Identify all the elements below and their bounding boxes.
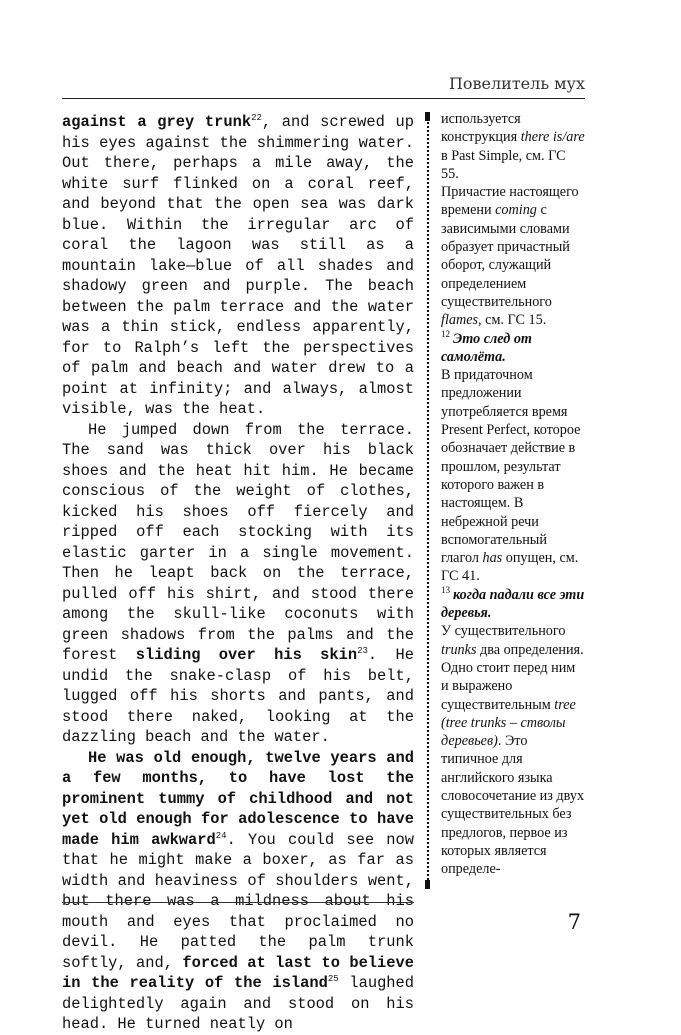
text-run: . He undid the snake-clasp of his belt, lugged off his shorts and pants, and stood there naked, looking at the dazzling beach and the water.: [62, 646, 414, 746]
text-run: используется конструкция: [441, 111, 521, 146]
text-run: Причастие настоящего времени: [441, 184, 579, 219]
side-note-heading: [441, 330, 586, 367]
side-note-heading: [441, 586, 586, 623]
text-run: laughed delightedly again and stood on his head. He turned neatly on: [62, 974, 415, 1033]
text-run: в Past Simple, см. ГС 55.: [441, 147, 566, 182]
running-header-title: Повелитель мух: [448, 74, 585, 93]
text-run: У существительного: [441, 623, 566, 640]
side-notes-column: [441, 110, 586, 878]
paragraph: [62, 748, 414, 1035]
side-note: [441, 110, 586, 183]
note-heading: Это след от самолёта.: [441, 330, 532, 365]
footnote-ref: 22: [251, 112, 262, 123]
note-number: 12: [441, 328, 450, 339]
note-heading: когда падали все эти деревья.: [441, 586, 585, 622]
column-separator: [427, 114, 429, 888]
header-rule: [62, 98, 585, 99]
text-run: . Это типичное для английского языка словосочетание из двух существительных без предлогов, первое из которых является определе-: [441, 733, 585, 878]
bottom-rule: [62, 902, 414, 903]
text-run: , and screwed up his eyes against the shimmering water. Out there, perhaps a mile away, the white surf flinked on a coral reef, and beyond that the open sea was dark blue. Within the irregular arc of coral the lagoon was still as a mountain lake—blue of all shades and shadowy green and purple. The beach between the palm terrace and the water was a thin stick, endless apparently, for to Ralph’s left the perspectives of palm and beach and water drew to a point at infinity; and always, almost visible, was the heat.: [62, 113, 414, 418]
footnote-ref: 23: [357, 645, 368, 656]
bold-phrase: He was old enough, twelve years and a few months, to have lost the prominent tummy of childhood and not yet old enough for adolescence to have made him awkward: [62, 748, 414, 849]
bold-phrase: against a grey trunk: [62, 113, 252, 131]
italic-term: trunks: [441, 641, 477, 658]
main-text-column: [62, 112, 414, 1035]
footnote-ref: 25: [327, 973, 339, 984]
text-run: В придаточном предложении употребляется время Present Perfect, которое обозначает действие в прошлом, результат которого важен в настоящем. В небрежной речи вспомогательный глагол: [441, 367, 581, 567]
page-number: 7: [567, 910, 581, 934]
side-note: [441, 183, 586, 329]
text-run: два определения. Одно стоит перед ним и выражено существительным: [441, 641, 584, 713]
italic-term: there is/are: [520, 129, 585, 146]
italic-term: tree (tree trunks – стволы деревьев): [441, 696, 576, 750]
note-number: 13: [441, 584, 450, 595]
separator-cap-top: [425, 112, 430, 121]
separator-cap-bottom: [425, 880, 430, 889]
paragraph: [62, 112, 414, 420]
bold-phrase: sliding over his skin: [135, 646, 358, 664]
italic-term: coming: [495, 202, 537, 219]
text-run: . You could see now that he might make a boxer, as far as width and heaviness of shoulders went, but there was a mildness about his mouth and eyes that proclaimed no devil. He patted the palm trunk softly, and,: [62, 830, 414, 972]
text-run: , см. ГС 15.: [478, 312, 547, 329]
bold-phrase: forced at last to believe in the reality of the island: [62, 953, 414, 992]
side-note: [441, 622, 586, 878]
text-run: с зависимыми словами образует причастный оборот, служащий определением существительного: [441, 202, 570, 310]
footnote-ref: 24: [215, 830, 227, 841]
text-run: опущен, см. ГС 41.: [441, 550, 579, 585]
text-run: He jumped down from the terrace. The sand was thick over his black shoes and the heat hit him. He became conscious of the weight of clothes, kicked his shoes off fiercely and ripped off each stocking with its elastic garter in a single movement. Then he leapt back on the terrace, pulled off his shirt, and stood there among the skull-like coconuts with green shadows from the palms and the forest: [62, 420, 414, 664]
side-note: [441, 366, 586, 586]
italic-term: flames: [441, 312, 479, 329]
paragraph: [62, 420, 414, 748]
italic-term: has: [482, 550, 503, 567]
